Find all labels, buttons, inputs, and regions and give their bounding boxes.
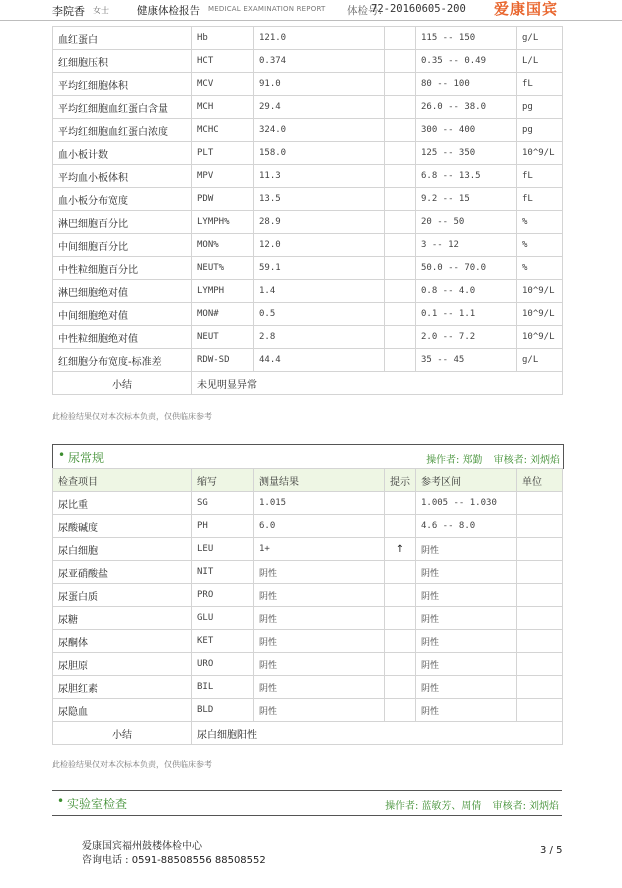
test-name: 淋巴细胞绝对值: [53, 280, 192, 303]
footer-center-name: 爱康国宾福州鼓楼体检中心: [82, 841, 202, 852]
table-header-row: [53, 469, 563, 492]
lab-section-bar: [52, 790, 562, 816]
summary-text: 未见明显异常: [192, 372, 563, 395]
test-flag: [385, 653, 416, 676]
report-subtitle: MEDICAL EXAMINATION REPORT: [208, 5, 326, 13]
reference-range: 阴性: [416, 584, 517, 607]
reference-range: 阴性: [416, 607, 517, 630]
reference-range: 4.6 -- 8.0: [416, 515, 517, 538]
reference-range: 阴性: [416, 653, 517, 676]
reference-range: 6.8 -- 13.5: [416, 165, 517, 188]
test-name: 淋巴细胞百分比: [53, 211, 192, 234]
test-code: PH: [192, 515, 254, 538]
table-row: [53, 515, 563, 538]
test-name: 平均血小板体积: [53, 165, 192, 188]
table-row: [53, 326, 563, 349]
test-flag: [385, 280, 416, 303]
test-code: NEUT%: [192, 257, 254, 280]
test-result: 0.374: [254, 50, 385, 73]
col-header-item: 检查项目: [53, 469, 192, 492]
blood-disclaimer: 此检验结果仅对本次标本负责，仅供临床参考: [52, 412, 212, 421]
col-header-result: 测量结果: [254, 469, 385, 492]
test-result: 91.0: [254, 73, 385, 96]
test-result: 12.0: [254, 234, 385, 257]
patient-name: 李院香: [52, 5, 85, 18]
reference-range: 9.2 -- 15: [416, 188, 517, 211]
table-row: [53, 699, 563, 722]
col-header-flag: 提示: [385, 469, 416, 492]
col-header-unit: 单位: [517, 469, 563, 492]
urine-routine-table: [52, 468, 563, 745]
test-code: MCHC: [192, 119, 254, 142]
test-name: 血红蛋白: [53, 27, 192, 50]
reference-range: 80 -- 100: [416, 73, 517, 96]
test-flag: [385, 349, 416, 372]
test-name: 尿糖: [53, 607, 192, 630]
footer-phone: 咨询电话 : 0591-88508556 88508552: [82, 855, 266, 866]
test-code: PDW: [192, 188, 254, 211]
test-flag: [385, 257, 416, 280]
section-bullet: •: [58, 448, 66, 462]
table-row: [53, 257, 563, 280]
reference-range: 115 -- 150: [416, 27, 517, 50]
reference-range: 0.8 -- 4.0: [416, 280, 517, 303]
test-result: 1.4: [254, 280, 385, 303]
test-flag: [385, 515, 416, 538]
test-name: 红细胞分布宽度-标准差: [53, 349, 192, 372]
table-row: [53, 165, 563, 188]
reference-range: 300 -- 400: [416, 119, 517, 142]
patient-gender: 女士: [93, 6, 109, 15]
test-result: 1.015: [254, 492, 385, 515]
test-name: 中性粒细胞百分比: [53, 257, 192, 280]
test-code: BLD: [192, 699, 254, 722]
test-name: 中间细胞百分比: [53, 234, 192, 257]
operator-label: 操作者:: [426, 455, 460, 466]
test-name: 血小板计数: [53, 142, 192, 165]
reviewer-name: 刘炳焰: [529, 801, 559, 812]
test-code: SG: [192, 492, 254, 515]
test-name: 尿白细胞: [53, 538, 192, 561]
reference-range: 1.005 -- 1.030: [416, 492, 517, 515]
test-flag: [385, 165, 416, 188]
test-result: 6.0: [254, 515, 385, 538]
reference-range: 35 -- 45: [416, 349, 517, 372]
test-code: NEUT: [192, 326, 254, 349]
urine-section-bar: [52, 444, 564, 469]
reference-range: 阴性: [416, 538, 517, 561]
test-unit: L/L: [517, 50, 563, 73]
brand-logo: 爱康国宾: [494, 0, 559, 18]
table-row: [53, 50, 563, 73]
section-operators: [423, 451, 560, 466]
test-name: 中间细胞绝对值: [53, 303, 192, 326]
test-flag: [385, 73, 416, 96]
test-flag: [385, 630, 416, 653]
test-name: 尿酮体: [53, 630, 192, 653]
test-result: 29.4: [254, 96, 385, 119]
test-flag: [385, 326, 416, 349]
test-flag: [385, 188, 416, 211]
table-row: [53, 280, 563, 303]
blood-summary-row: [53, 372, 563, 395]
test-result: 阴性: [254, 653, 385, 676]
operator-name: 郑勤: [462, 455, 483, 466]
table-row: [53, 211, 563, 234]
urine-summary-row: [53, 722, 563, 745]
test-code: HCT: [192, 50, 254, 73]
test-unit: fL: [517, 188, 563, 211]
test-unit: %: [517, 211, 563, 234]
test-result: 11.3: [254, 165, 385, 188]
table-row: [53, 653, 563, 676]
reviewer-name: 刘炳焰: [530, 455, 560, 466]
test-unit: [517, 492, 563, 515]
reference-range: 50.0 -- 70.0: [416, 257, 517, 280]
table-row: [53, 188, 563, 211]
table-row: [53, 142, 563, 165]
test-unit: 10^9/L: [517, 303, 563, 326]
test-flag: ↑: [385, 538, 416, 561]
test-unit: [517, 653, 563, 676]
report-header: [0, 0, 622, 21]
test-code: PLT: [192, 142, 254, 165]
table-row: [53, 349, 563, 372]
test-unit: fL: [517, 165, 563, 188]
table-row: [53, 584, 563, 607]
test-unit: [517, 561, 563, 584]
table-row: [53, 303, 563, 326]
reference-range: 阴性: [416, 676, 517, 699]
reference-range: 26.0 -- 38.0: [416, 96, 517, 119]
test-name: 尿酸碱度: [53, 515, 192, 538]
reference-range: 125 -- 350: [416, 142, 517, 165]
test-code: KET: [192, 630, 254, 653]
table-row: [53, 492, 563, 515]
test-name: 平均红细胞体积: [53, 73, 192, 96]
test-flag: [385, 492, 416, 515]
test-code: NIT: [192, 561, 254, 584]
test-result: 阴性: [254, 630, 385, 653]
test-name: 尿比重: [53, 492, 192, 515]
reviewer-label: 审核者:: [493, 455, 527, 466]
test-flag: [385, 142, 416, 165]
test-result: 324.0: [254, 119, 385, 142]
test-code: MON%: [192, 234, 254, 257]
test-unit: pg: [517, 96, 563, 119]
reference-range: 20 -- 50: [416, 211, 517, 234]
test-result: 158.0: [254, 142, 385, 165]
report-title: 健康体检报告: [137, 5, 200, 17]
test-unit: %: [517, 234, 563, 257]
test-name: 平均红细胞血红蛋白含量: [53, 96, 192, 119]
test-unit: [517, 515, 563, 538]
test-code: URO: [192, 653, 254, 676]
test-unit: [517, 676, 563, 699]
test-flag: [385, 50, 416, 73]
test-unit: 10^9/L: [517, 280, 563, 303]
test-code: GLU: [192, 607, 254, 630]
blood-routine-table: [52, 26, 563, 395]
test-name: 尿胆红素: [53, 676, 192, 699]
test-name: 尿隐血: [53, 699, 192, 722]
reference-range: 阴性: [416, 561, 517, 584]
section-bullet: •: [57, 794, 65, 808]
reference-range: 2.0 -- 7.2: [416, 326, 517, 349]
reference-range: 0.35 -- 0.49: [416, 50, 517, 73]
operator-name: 蓝敏芳、周倩: [421, 801, 482, 812]
reference-range: 阴性: [416, 630, 517, 653]
test-unit: g/L: [517, 27, 563, 50]
section-title: 尿常规: [68, 451, 105, 465]
reference-range: 0.1 -- 1.1: [416, 303, 517, 326]
summary-label: 小结: [53, 372, 192, 395]
test-unit: pg: [517, 119, 563, 142]
test-name: 尿亚硝酸盐: [53, 561, 192, 584]
table-row: [53, 538, 563, 561]
test-unit: 10^9/L: [517, 142, 563, 165]
col-header-range: 参考区间: [416, 469, 517, 492]
test-result: 44.4: [254, 349, 385, 372]
test-unit: [517, 607, 563, 630]
test-name: 中性粒细胞绝对值: [53, 326, 192, 349]
test-name: 血小板分布宽度: [53, 188, 192, 211]
test-name: 尿胆原: [53, 653, 192, 676]
test-flag: [385, 303, 416, 326]
test-code: LEU: [192, 538, 254, 561]
test-result: 阴性: [254, 676, 385, 699]
table-row: [53, 630, 563, 653]
test-unit: [517, 584, 563, 607]
section-title: 实验室检查: [67, 797, 128, 811]
summary-label: 小结: [53, 722, 192, 745]
test-code: LYMPH: [192, 280, 254, 303]
reference-range: 3 -- 12: [416, 234, 517, 257]
summary-text: 尿白细胞阳性: [192, 722, 563, 745]
exam-number: 72-20160605-200: [371, 3, 466, 15]
page-number: 3 / 5: [540, 845, 563, 856]
test-name: 平均红细胞血红蛋白浓度: [53, 119, 192, 142]
test-result: 121.0: [254, 27, 385, 50]
test-code: LYMPH%: [192, 211, 254, 234]
test-result: 59.1: [254, 257, 385, 280]
test-flag: [385, 676, 416, 699]
test-result: 2.8: [254, 326, 385, 349]
test-unit: %: [517, 257, 563, 280]
test-result: 28.9: [254, 211, 385, 234]
operator-label: 操作者:: [385, 801, 419, 812]
test-result: 阴性: [254, 699, 385, 722]
test-flag: [385, 96, 416, 119]
test-flag: [385, 561, 416, 584]
test-flag: [385, 584, 416, 607]
test-code: MON#: [192, 303, 254, 326]
table-row: [53, 27, 563, 50]
table-row: [53, 234, 563, 257]
test-name: 红细胞压积: [53, 50, 192, 73]
test-code: PRO: [192, 584, 254, 607]
test-unit: [517, 538, 563, 561]
table-row: [53, 607, 563, 630]
test-code: BIL: [192, 676, 254, 699]
col-header-code: 缩写: [192, 469, 254, 492]
test-unit: [517, 699, 563, 722]
table-row: [53, 96, 563, 119]
test-code: MCH: [192, 96, 254, 119]
reference-range: 阴性: [416, 699, 517, 722]
table-row: [53, 676, 563, 699]
test-unit: 10^9/L: [517, 326, 563, 349]
section-operators: [382, 797, 559, 812]
test-code: MPV: [192, 165, 254, 188]
test-flag: [385, 607, 416, 630]
test-result: 阴性: [254, 584, 385, 607]
test-flag: [385, 234, 416, 257]
test-code: RDW-SD: [192, 349, 254, 372]
test-unit: [517, 630, 563, 653]
table-row: [53, 73, 563, 96]
urine-disclaimer: 此检验结果仅对本次标本负责，仅供临床参考: [52, 760, 212, 769]
test-code: MCV: [192, 73, 254, 96]
table-row: [53, 561, 563, 584]
reviewer-label: 审核者:: [492, 801, 526, 812]
test-code: Hb: [192, 27, 254, 50]
test-result: 13.5: [254, 188, 385, 211]
test-flag: [385, 27, 416, 50]
test-result: 阴性: [254, 561, 385, 584]
test-flag: [385, 119, 416, 142]
test-unit: g/L: [517, 349, 563, 372]
test-flag: [385, 699, 416, 722]
test-unit: fL: [517, 73, 563, 96]
exam-number-label: 体检号:: [347, 5, 383, 17]
test-result: 1+: [254, 538, 385, 561]
table-row: [53, 119, 563, 142]
test-flag: [385, 211, 416, 234]
test-result: 阴性: [254, 607, 385, 630]
test-name: 尿蛋白质: [53, 584, 192, 607]
test-result: 0.5: [254, 303, 385, 326]
